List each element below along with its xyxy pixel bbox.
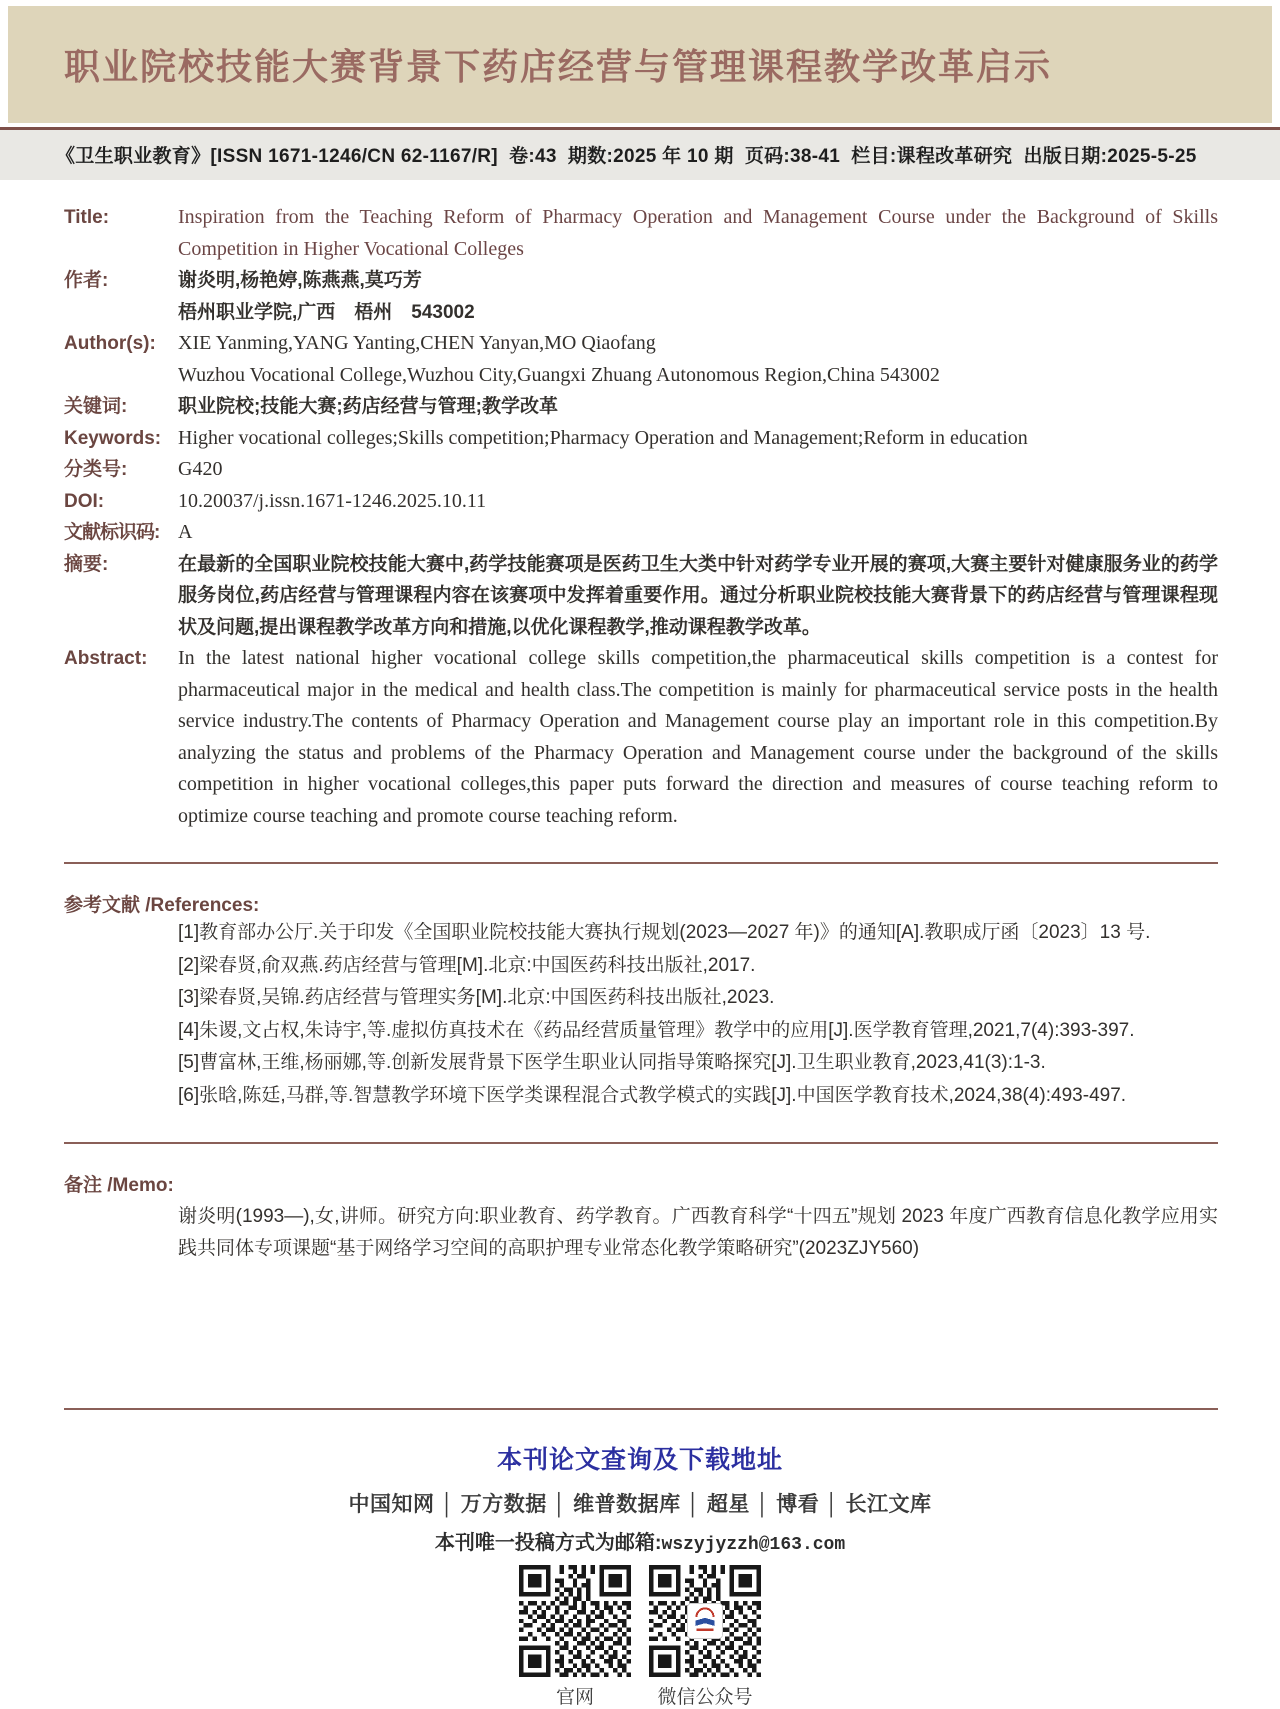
field-value-abstract-en: In the latest national higher vocational college skills competition,the pharmaceutical skills competition is a contest for pharmaceutical major in the medical and health class.The competition is mainly for pharmaceutical service posts in the health service industry.The contents of Pharmacy Operation and Management course play an important role in this competition.By analyzing the status and problems of the Pharmacy Operation and Management course under the background of the skills competition in higher vocational colleges,this paper puts forward the direction and measures of course teaching reform to optimize course teaching and promote course teaching reform. — [178, 647, 1218, 827]
footer-databases: 中国知网 │ 万方数据 │ 维普数据库 │ 超星 │ 博看 │ 长江文库 — [348, 1493, 932, 1516]
reference-item: [4]朱谡,文占权,朱诗宇,等.虚拟仿真技术在《药品经营质量管理》教学中的应用[J].医学教育管理,2021,7(4):393-397. — [178, 1019, 1135, 1041]
authors-en-names: XIE Yanming,YANG Yanting,CHEN Yanyan,MO Qiaofang — [178, 332, 656, 354]
authors-en-affiliation: Wuzhou Vocational College,Wuzhou City,Guangxi Zhuang Autonomous Region,China 543002 — [178, 363, 940, 386]
field-label-classification: 分类号: — [64, 459, 128, 480]
qr-code-wechat-icon — [649, 1565, 761, 1677]
field-label-abstract-en: Abstract: — [64, 648, 148, 669]
section-divider-references — [64, 862, 1218, 864]
footer — [0, 1408, 1280, 1709]
article-title: 职业院校技能大赛背景下药店经营与管理课程教学改革启示 — [64, 46, 1053, 87]
references-list — [178, 917, 1218, 1112]
field-row-doc-code — [64, 517, 1218, 549]
references-heading: 参考文献 /References: — [64, 895, 260, 916]
field-row-keywords-en — [64, 423, 1218, 455]
qr-code-row — [0, 1565, 1280, 1709]
qr-block-official — [516, 1565, 634, 1709]
footer-email-label: 本刊唯一投稿方式为邮箱: — [434, 1532, 662, 1554]
memo-heading: 备注 /Memo: — [64, 1175, 174, 1196]
field-value-keywords-en: Higher vocational colleges;Skills competition;Pharmacy Operation and Management;Reform in education — [178, 426, 1028, 449]
footer-title: 本刊论文查询及下载地址 — [496, 1446, 783, 1474]
field-row-authors-cn — [64, 265, 1218, 328]
field-row-authors-en — [64, 328, 1218, 391]
reference-item: [2]梁春贤,俞双燕.药店经营与管理[M].北京:中国医药科技出版社,2017. — [178, 954, 756, 976]
field-row-classification — [64, 454, 1218, 486]
authors-cn-affiliation: 梧州职业学院,广西 梧州 543002 — [178, 301, 475, 323]
field-value-doc-code: A — [178, 521, 193, 543]
footer-email-address: wszyjyzzh@163.com — [661, 1535, 846, 1555]
field-label-doi: DOI: — [64, 490, 105, 512]
qr-label-official: 官网 — [555, 1687, 594, 1708]
reference-item: [5]曹富林,王维,杨丽娜,等.创新发展背景下医学生职业认同指导策略探究[J].卫生职业教育,2023,41(3):1-3. — [178, 1052, 1046, 1073]
field-label-keywords-cn: 关键词: — [64, 396, 128, 417]
field-value-abstract-cn: 在最新的全国职业院校技能大赛中,药学技能赛项是医药卫生大类中针对药学专业开展的赛项,大赛主要针对健康服务业的药学服务岗位,药店经营与管理课程内容在该赛项中发挥着重要作用。通过分析职业院校技能大赛背景下的药店经营与管理课程现状及问题,提出课程教学改革方向和措施,以优化课程教学,推动课程教学改革。 — [178, 553, 1218, 638]
field-row-title — [64, 202, 1218, 265]
field-label-title: Title: — [64, 207, 110, 228]
wechat-qr-center-logo — [688, 1604, 723, 1639]
article-metadata-page — [0, 6, 1280, 1708]
field-row-abstract-en — [64, 643, 1218, 832]
title-banner — [8, 6, 1272, 123]
field-value-doi: 10.20037/j.issn.1671-1246.2025.10.11 — [178, 489, 487, 512]
reference-item: [3]梁春贤,吴锦.药店经营与管理实务[M].北京:中国医药科技出版社,2023. — [178, 987, 775, 1008]
footer-divider — [64, 1408, 1218, 1410]
field-value-keywords-cn: 职业院校;技能大赛;药店经营与管理;教学改革 — [178, 396, 558, 417]
journal-info-line: 《卫生职业教育》[ISSN 1671-1246/CN 62-1167/R] 卷:43 期数:2025 年 10 期 页码:38-41 栏目:课程改革研究 出版日期:2025-5-25 — [56, 146, 1197, 167]
field-label-authors-cn: 作者: — [64, 270, 109, 291]
field-row-keywords-cn — [64, 391, 1218, 423]
qr-label-wechat: 微信公众号 — [657, 1687, 753, 1708]
journal-info-bar — [0, 130, 1280, 180]
field-value-classification: G420 — [178, 458, 223, 480]
field-label-doc-code: 文献标识码: — [64, 522, 160, 543]
field-row-doi — [64, 486, 1218, 518]
footer-email-line — [0, 1526, 1280, 1555]
field-label-authors-en: Author(s): — [64, 333, 156, 354]
field-value-title: Inspiration from the Teaching Reform of Pharmacy Operation and Management Course under the Background of Skills Competition in Higher Vocational Colleges — [178, 206, 1218, 260]
qr-block-wechat — [646, 1565, 764, 1709]
field-row-abstract-cn — [64, 549, 1218, 644]
authors-cn-names: 谢炎明,杨艳婷,陈燕燕,莫巧芳 — [178, 270, 422, 291]
qr-code-official-site-icon — [519, 1565, 631, 1677]
field-label-keywords-en: Keywords: — [64, 427, 162, 449]
reference-item: [6]张晗,陈廷,马群,等.智慧教学环境下医学类课程混合式教学模式的实践[J].中国医学教育技术,2024,38(4):493-497. — [178, 1084, 1127, 1106]
memo-text: 谢炎明(1993—),女,讲师。研究方向:职业教育、药学教育。广西教育科学“十四五”规划 2023 年度广西教育信息化教学应用实践共同体专项课题“基于网络学习空间的高职护理专业常态化教学策略研究”(2023ZJY560) — [178, 1206, 1218, 1259]
reference-item: [1]教育部办公厅.关于印发《全国职业院校技能大赛执行规划(2023—2027 年)》的通知[A].教职成厅函〔2023〕13 号. — [178, 922, 1151, 943]
section-divider-memo — [64, 1142, 1218, 1144]
metadata-content — [0, 180, 1280, 1264]
field-label-abstract-cn: 摘要: — [64, 553, 109, 575]
